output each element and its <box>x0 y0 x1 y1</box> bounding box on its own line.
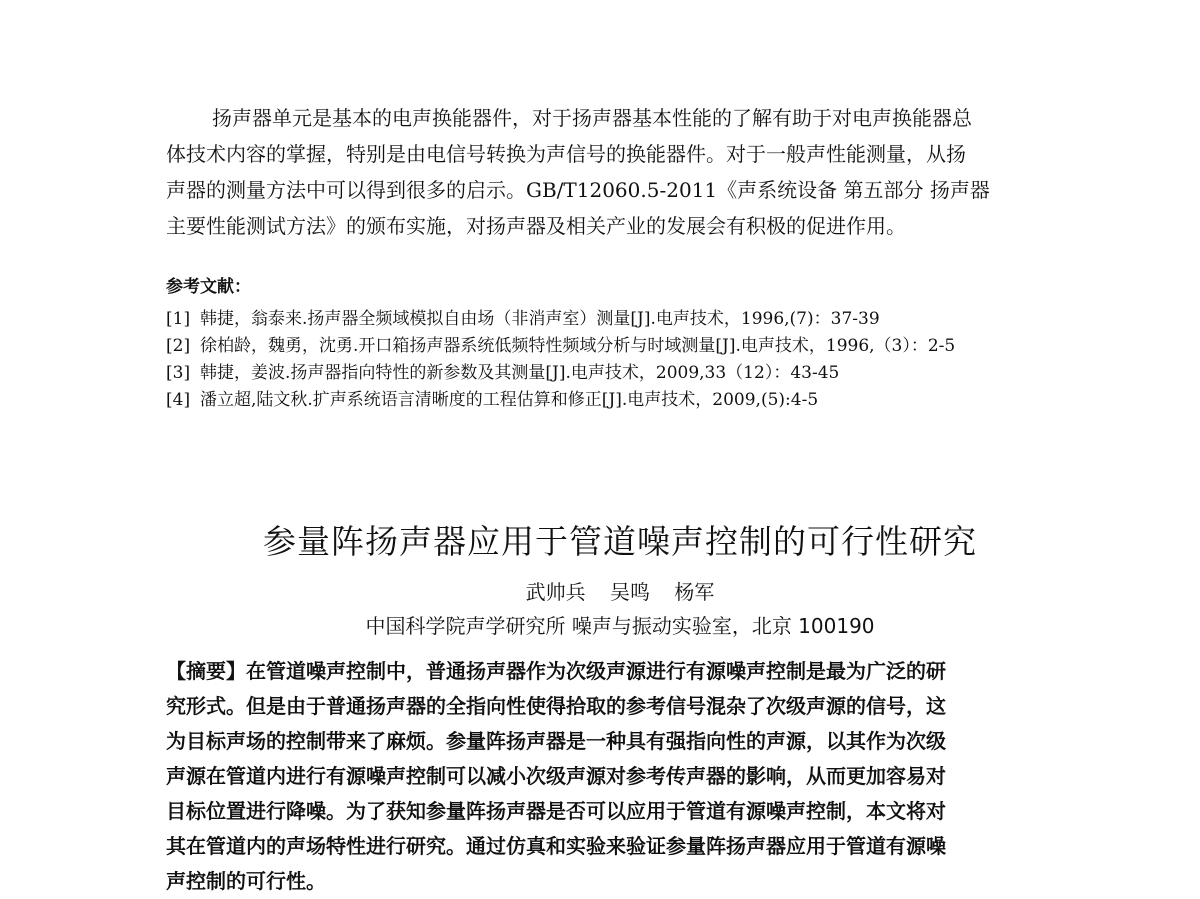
intro-line: 主要性能测试方法》的颁布实施，对扬声器及相关产业的发展会有积极的促进作用。 <box>166 214 906 238</box>
references-list <box>166 306 1086 414</box>
abstract-line: 【摘要】在管道噪声控制中，普通扬声器作为次级声源进行有源噪声控制是最为广泛的研 <box>166 659 946 683</box>
abstract-line: 声控制的可行性。 <box>166 869 326 893</box>
abstract-line: 声源在管道内进行有源噪声控制可以减小次级声源对参考传声器的影响，从而更加容易对 <box>166 764 946 788</box>
reference-item <box>166 360 1086 386</box>
reference-number: [2] <box>166 336 191 356</box>
intro-line: 体技术内容的掌握，特别是由电信号转换为声信号的换能器件。对于一般声性能测量，从扬 <box>166 142 966 166</box>
paper-authors: 武帅兵 吴鸣 杨军 <box>525 580 715 604</box>
intro-line: 声器的测量方法中可以得到很多的启示。GB/T12060.5-2011《声系统设备 第五部分 扬声器 <box>166 178 990 202</box>
paper-title: 参量阵扬声器应用于管道噪声控制的可行性研究 <box>263 522 977 561</box>
abstract-line: 目标位置进行降噪。为了获知参量阵扬声器是否可以应用于管道有源噪声控制，本文将对 <box>166 799 946 823</box>
reference-text: 徐柏龄，魏勇，沈勇.开口箱扬声器系统低频特性频域分析与时域测量[J].电声技术，1996,（3）：2-5 <box>200 336 956 356</box>
reference-number: [4] <box>166 390 191 410</box>
abstract-line: 为目标声场的控制带来了麻烦。参量阵扬声器是一种具有强指向性的声源，以其作为次级 <box>166 729 946 753</box>
abstract-line: 其在管道内的声场特性进行研究。通过仿真和实验来验证参量阵扬声器应用于管道有源噪 <box>166 834 946 858</box>
reference-text: 韩捷，翁泰来.扬声器全频域模拟自由场（非消声室）测量[J].电声技术，1996,(7)：37-39 <box>200 309 880 329</box>
paper-affiliation: 中国科学院声学研究所 噪声与振动实验室，北京 100190 <box>365 614 875 638</box>
reference-text: 韩捷，姜波.扬声器指向特性的新参数及其测量[J].电声技术，2009,33（12）：43-45 <box>200 363 840 383</box>
intro-line: 扬声器单元是基本的电声换能器件，对于扬声器基本性能的了解有助于对电声换能器总 <box>212 106 972 130</box>
reference-item <box>166 306 1086 332</box>
reference-item <box>166 387 1086 413</box>
reference-item <box>166 333 1086 359</box>
intro-paragraph <box>166 100 1066 244</box>
abstract-line: 究形式。但是由于普通扬声器的全指向性使得拾取的参考信号混杂了次级声源的信号，这 <box>166 694 946 718</box>
abstract-paragraph <box>166 654 1066 899</box>
reference-number: [3] <box>166 363 191 383</box>
reference-text: 潘立超,陆文秋.扩声系统语言清晰度的工程估算和修正[J].电声技术，2009,(5):4-5 <box>200 390 819 410</box>
references-heading: 参考文献： <box>166 277 251 297</box>
reference-number: [1] <box>166 309 191 329</box>
